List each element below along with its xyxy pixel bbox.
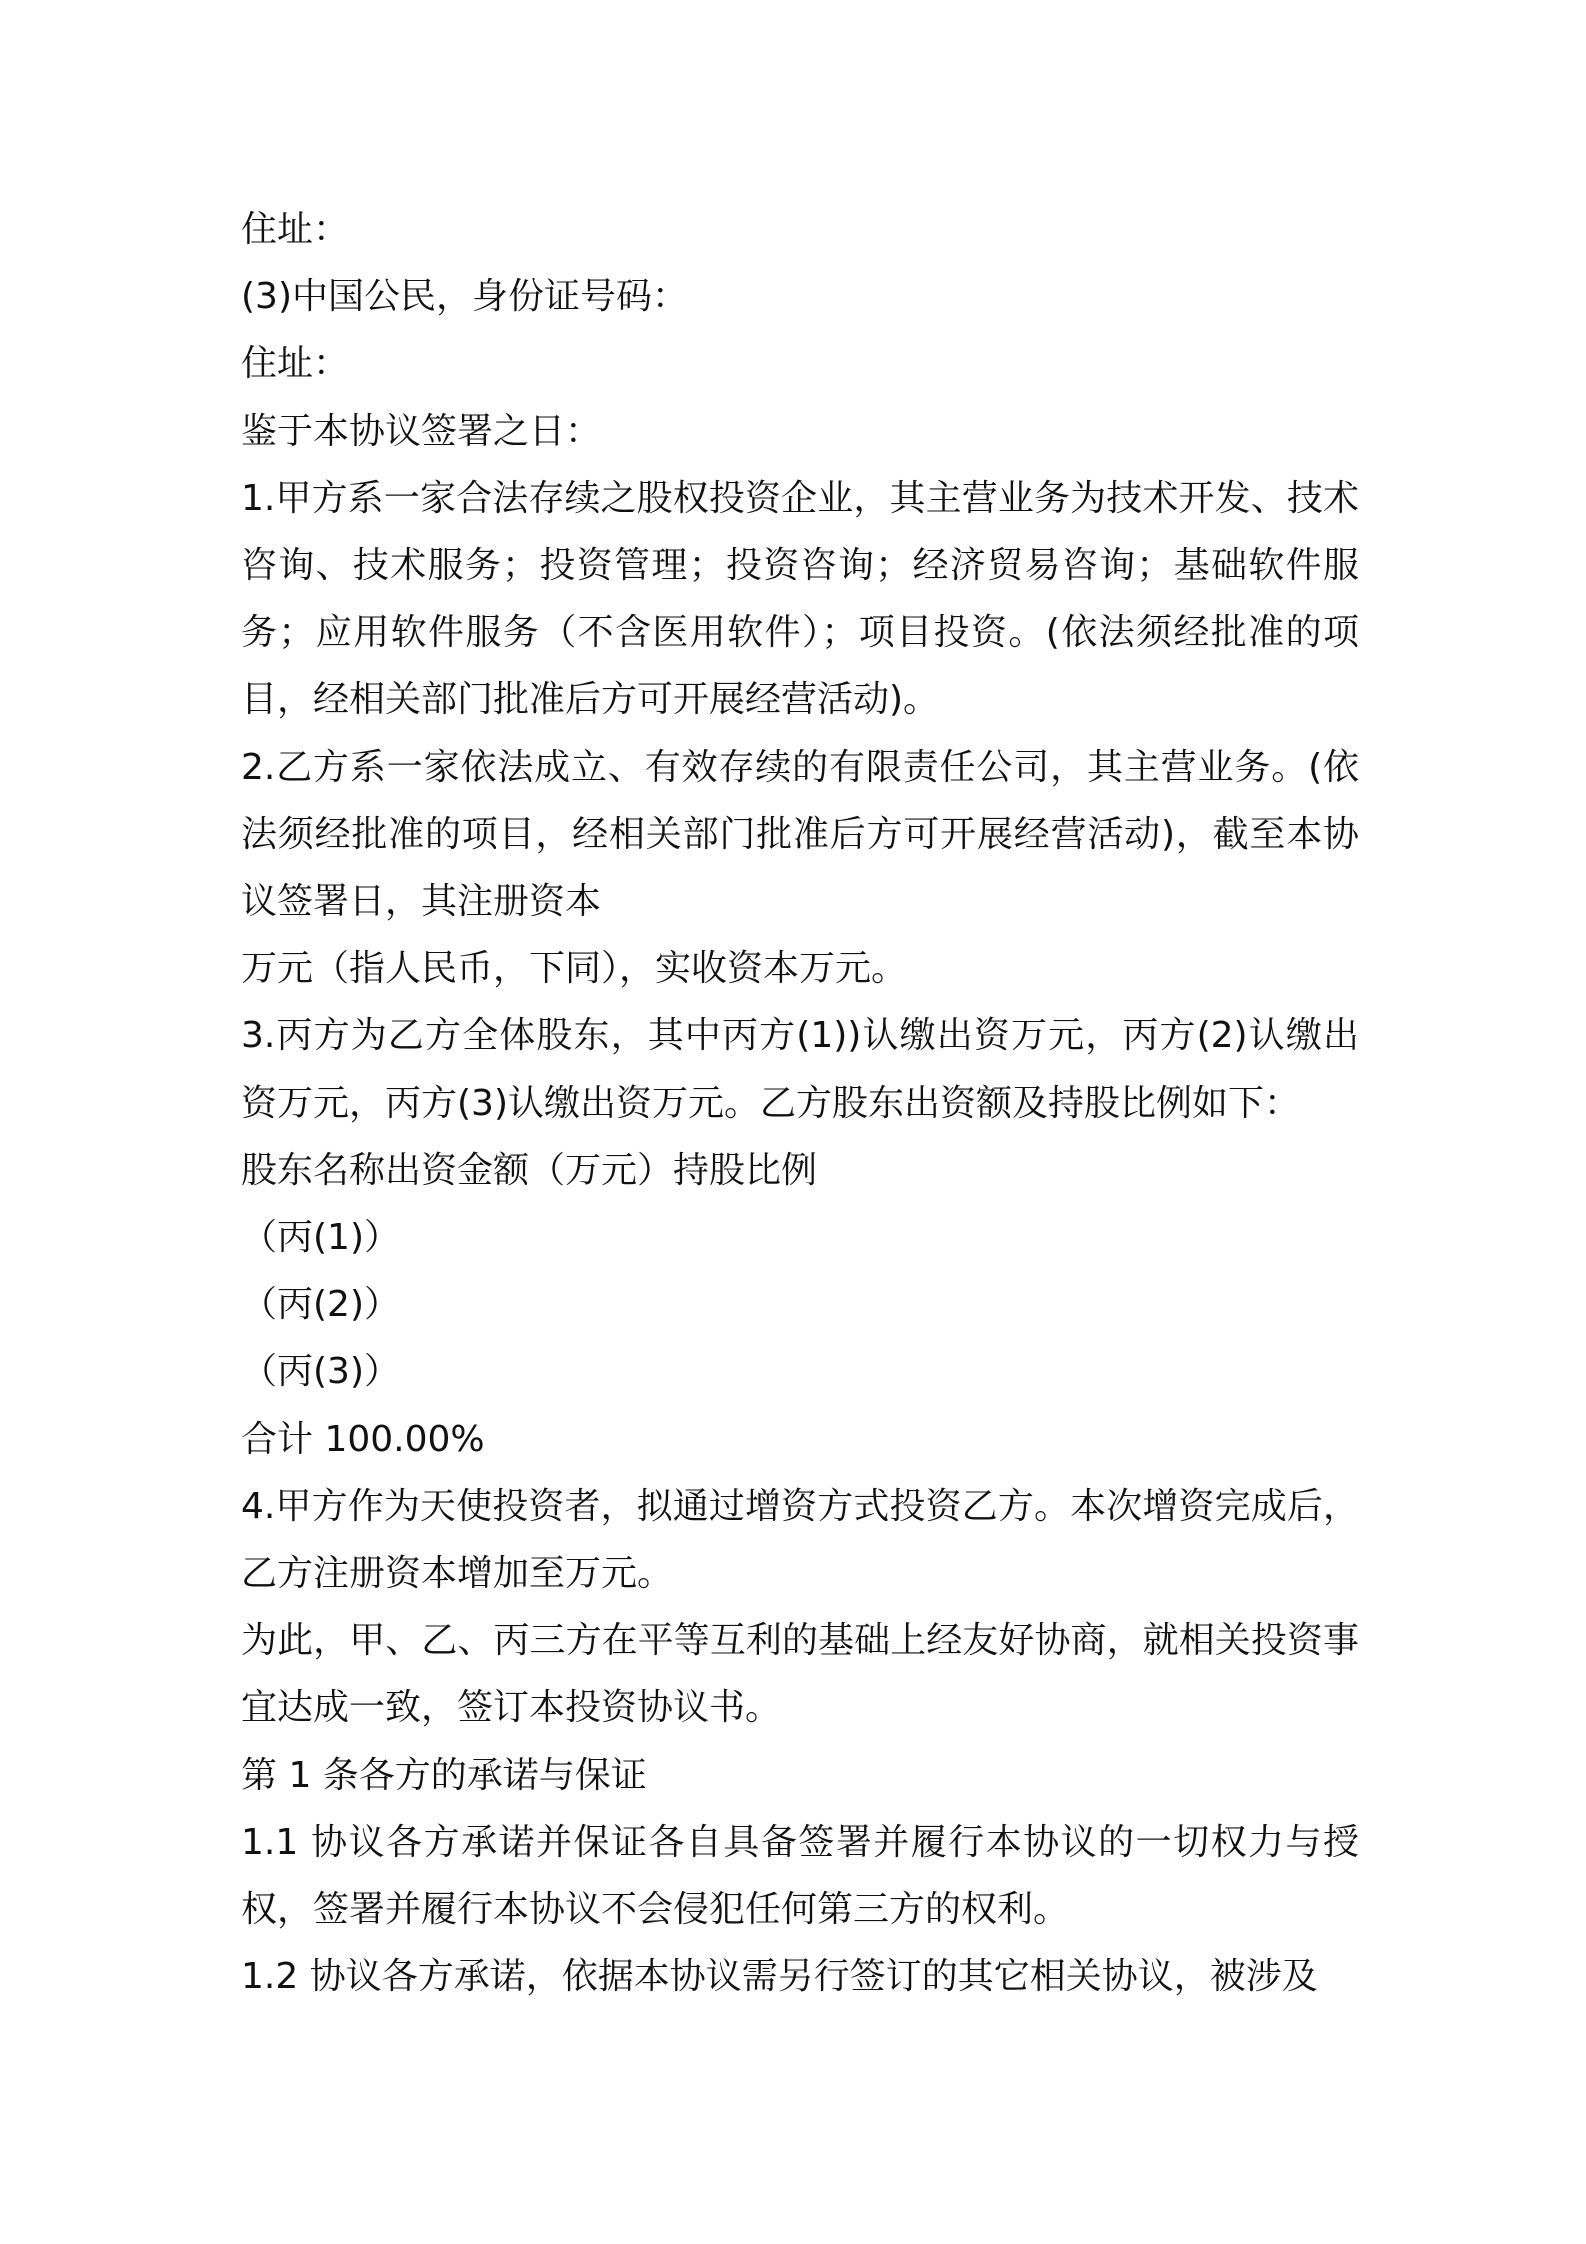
recital-2: 2.乙方系一家依法成立、有效存续的有限责任公司，其主营业务。(依法须经批准的项目，经相关部门批准后方可开展经营活动)，截至本协议签署日，其注册资本: [241, 746, 1359, 923]
agreement-intro: 为此，甲、乙、丙三方在平等互利的基础上经友好协商，就相关投资事宜达成一致，签订本投资协议书。: [241, 1620, 1359, 1729]
shareholder-total: 合计 100.00%: [241, 1418, 485, 1460]
recital-2-capital-line: 万元（指人民币，下同），实收资本万元。: [241, 948, 908, 990]
clause-1-1: 1.1 协议各方承诺并保证各自具备签署并履行本协议的一切权力与授权，签署并履行本协议不会侵犯任何第三方的权利。: [241, 1821, 1359, 1931]
address-line-2: 住址：: [241, 209, 350, 250]
shareholder-row-c3: （丙(3)）: [241, 1351, 400, 1393]
recital-1: 1.甲方系一家合法存续之股权投资企业，其主营业务为技术开发、技术咨询、技术服务；投资管理；投资咨询；经济贸易咨询；基础软件服务；应用软件服务（不含医用软件）；项目投资。(依法须经批准的项目，经相关部门批准后方可开展经营活动)。: [241, 477, 1359, 721]
recital-4: 4.甲方作为天使投资者，拟通过增资方式投资乙方。本次增资完成后，乙方注册资本增加至万元。: [241, 1485, 1359, 1595]
clause-1-2: 1.2 协议各方承诺，依据本协议需另行签订的其它相关协议，被涉及: [241, 1956, 1318, 1998]
recitals-heading: 鉴于本协议签署之日：: [241, 410, 602, 452]
address-line-3: 住址：: [241, 343, 350, 385]
party-c3-id-line: (3)中国公民，身份证号码：: [241, 276, 688, 318]
document-body: [241, 196, 1359, 2010]
shareholder-table-header: 股东名称出资金额（万元）持股比例: [241, 1149, 818, 1191]
shareholder-row-c2: （丙(2)）: [241, 1284, 400, 1326]
shareholder-row-c1: （丙(1)）: [241, 1217, 400, 1259]
recital-3: 3.丙方为乙方全体股东，其中丙方(1))认缴出资万元，丙方(2)认缴出资万元，丙方(3)认缴出资万元。乙方股东出资额及持股比例如下：: [241, 1015, 1359, 1124]
article-1-heading: 第 1 条各方的承诺与保证: [241, 1754, 647, 1796]
